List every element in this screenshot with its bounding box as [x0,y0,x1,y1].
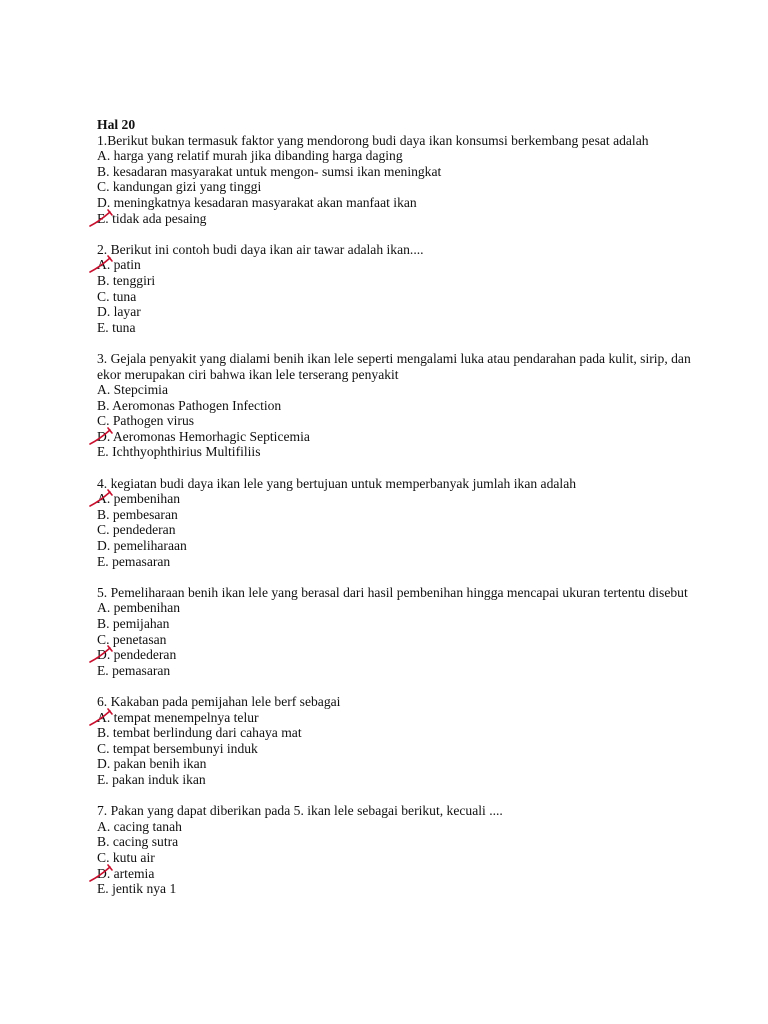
question-stem: 3. Gejala penyakit yang dialami benih ikan lele seperti mengalami luka atau pendarahan pada kulit, sirip, dan ekor merupakan ciri bahwa ikan lele terserang penyakit [97,350,691,382]
answer-option-text: A. patin [97,257,141,273]
question-stem: 6. Kakaban pada pemijahan lele berf sebagai [97,693,341,709]
question-stem: 5. Pemeliharaan benih ikan lele yang berasal dari hasil pembenihan hingga mencapai ukuran tertentu disebut [97,584,688,600]
answer-option [97,195,717,211]
answer-option [97,725,717,741]
answer-option-text: B. kesadaran masyarakat untuk mengon- sumsi ikan meningkat [97,163,442,179]
answer-option [97,538,717,554]
answer-option-text: E. jentik nya 1 [97,881,177,897]
answer-option [97,710,717,726]
answer-option [97,382,717,398]
answer-option-text: A. tempat menempelnya telur [97,709,259,725]
answer-option-text: A. harga yang relatif murah jika dibanding harga daging [97,148,403,164]
answer-option-text: C. penetasan [97,631,167,647]
answer-option-text: A. pembenihan [97,491,181,507]
answer-option [97,148,717,164]
answer-option-text: D. pendederan [97,647,177,663]
answer-option [97,444,717,460]
answer-option [97,663,717,679]
answer-option [97,164,717,180]
answer-option-text: A. Stepcimia [97,382,168,398]
answer-option-text: C. tuna [97,288,137,304]
answer-option [97,834,717,850]
answer-option [97,819,717,835]
answer-option-text: E. pakan induk ikan [97,771,206,787]
answer-option-text: D. pakan benih ikan [97,756,207,772]
answer-option-text: D. layar [97,304,141,320]
question-stem: 4. kegiatan budi daya ikan lele yang bertujuan untuk memperbanyak jumlah ikan adalah [97,475,577,491]
answer-option-text: A. cacing tanah [97,818,182,834]
question-7 [97,803,717,897]
answer-option [97,522,717,538]
answer-option-text: D. artemia [97,865,155,881]
answer-option [97,866,717,882]
page-title: Hal 20 [97,117,136,132]
answer-option-text: E. Ichthyophthirius Multifiliis [97,444,261,460]
question-6 [97,694,717,788]
answer-option [97,398,717,414]
answer-option-text: C. kutu air [97,849,155,865]
answer-option-text: B. tembat berlindung dari cahaya mat [97,725,302,741]
answer-option [97,647,717,663]
answer-option [97,320,717,336]
answer-option [97,756,717,772]
answer-option-text: B. pemijahan [97,616,170,631]
document-page [97,117,717,912]
answer-option-text: E. pemasaran [97,662,171,678]
answer-option-text: E. pemasaran [97,553,171,569]
question-3 [97,351,717,460]
answer-option [97,554,717,570]
answer-option-text: B. tenggiri [97,272,156,288]
question-1 [97,133,717,227]
answer-option-text: A. pembenihan [97,600,181,616]
answer-option [97,273,717,289]
answer-option-text: C. kandungan gizi yang tinggi [97,179,262,195]
answer-option [97,850,717,866]
answer-option-text: E. tuna [97,319,136,335]
answer-option [97,491,717,507]
answer-option [97,741,717,757]
answer-option [97,413,717,429]
answer-option [97,772,717,788]
answer-option-text: D. Aeromonas Hemorhagic Septicemia [97,428,310,444]
answer-option [97,616,717,632]
answer-option-text: B. Aeromonas Pathogen Infection [97,397,282,413]
answer-option [97,507,717,523]
question-4 [97,476,717,570]
question-2 [97,242,717,336]
question-stem: 1.Berikut bukan termasuk faktor yang mendorong budi daya ikan konsumsi berkembang pesat adalah [97,132,649,148]
answer-option [97,881,717,897]
answer-option [97,289,717,305]
answer-option [97,211,717,227]
answer-option-text: B. pembesaran [97,506,178,522]
answer-option [97,429,717,445]
answer-option-text: C. Pathogen virus [97,413,195,429]
answer-option-text: C. pendederan [97,522,176,538]
question-stem: 2. Berikut ini contoh budi daya ikan air tawar adalah ikan.... [97,241,424,257]
answer-option-text: D. meningkatnya kesadaran masyarakat akan manfaat ikan [97,194,417,210]
answer-option-text: D. pemeliharaan [97,538,187,554]
answer-option [97,179,717,195]
answer-option [97,600,717,616]
question-list [97,133,717,897]
answer-option-text: C. tempat bersembunyi induk [97,740,258,756]
answer-option [97,304,717,320]
answer-option [97,257,717,273]
question-5 [97,585,717,679]
answer-option-text: B. cacing sutra [97,834,179,850]
question-stem: 7. Pakan yang dapat diberikan pada 5. ikan lele sebagai berikut, kecuali .... [97,803,503,819]
answer-option-text: E. tidak ada pesaing [97,210,207,226]
answer-option [97,632,717,648]
